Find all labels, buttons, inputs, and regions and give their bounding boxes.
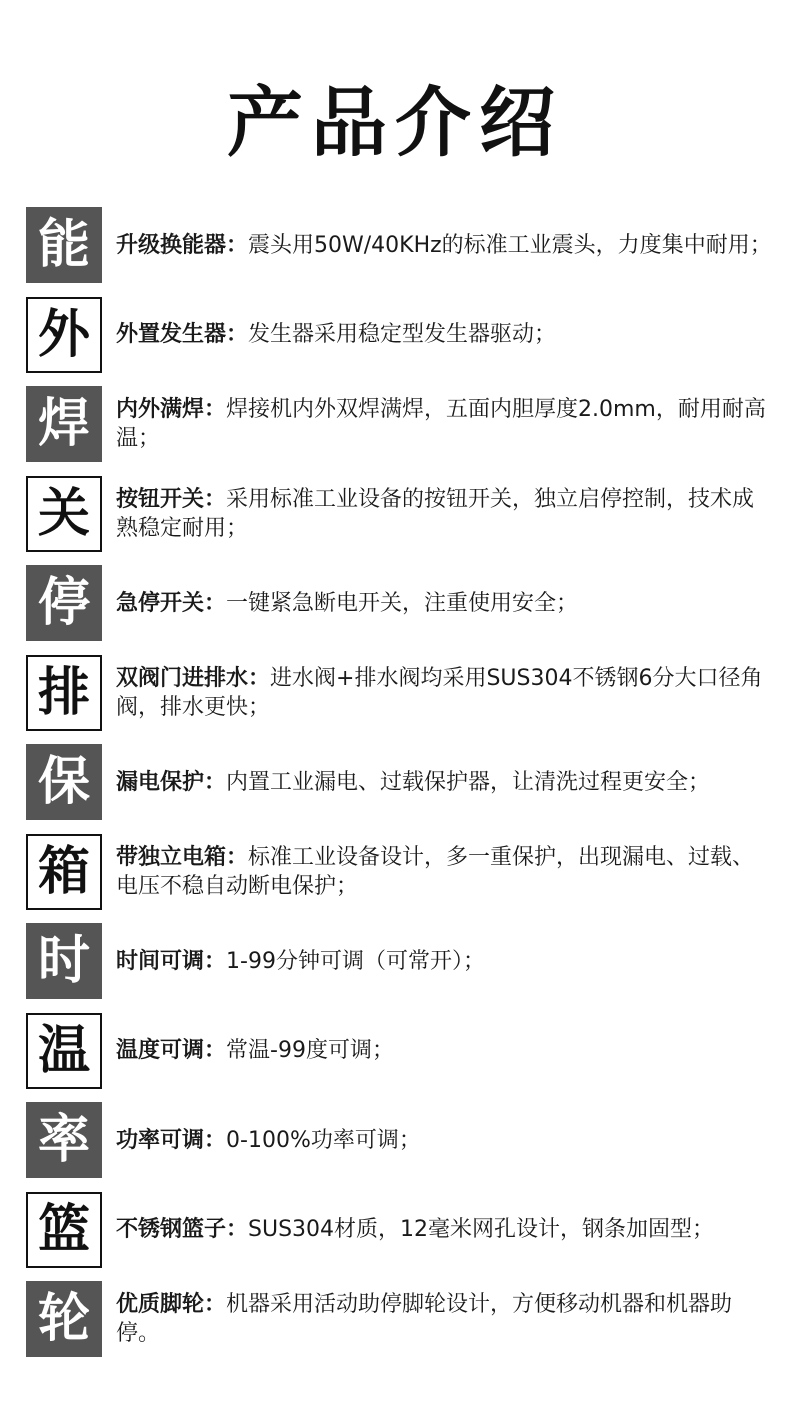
feature-description [116,1290,776,1348]
feature-text: 常温-99度可调； [226,1038,394,1063]
feature-badge: 关 [26,476,102,552]
feature-badge: 焊 [26,386,102,462]
feature-label: 升级换能器： [116,232,249,258]
feature-text: 焊接机内外双焊满焊，五面内胆厚度2.0mm，耐用耐高温； [116,397,766,451]
feature-description [116,589,776,618]
feature-label: 温度可调： [116,1038,227,1063]
feature-label: 双阀门进排水： [116,665,271,691]
feature-list [26,207,776,1371]
feature-text: 一键紧急断电开关，注重使用安全； [226,590,579,616]
feature-label: 按钮开关： [116,486,227,512]
feature-description [116,768,776,797]
feature-badge: 保 [26,744,102,820]
feature-description [116,485,776,543]
feature-label: 外置发生器： [116,322,249,347]
feature-text: 1-99分钟可调（可常开）； [226,948,485,974]
page-title: 产品介绍 [227,78,563,167]
feature-item [26,565,776,641]
feature-description [116,843,776,901]
feature-badge: 率 [26,1102,102,1178]
feature-item [26,1192,776,1268]
feature-item [26,297,776,373]
feature-label: 带独立电箱： [116,844,249,870]
feature-text: 发生器采用稳定型发生器驱动； [248,322,557,347]
feature-text: SUS304材质，12毫米网孔设计，钢条加固型； [248,1217,715,1242]
feature-item [26,1013,776,1089]
feature-item [26,744,776,820]
feature-text: 采用标准工业设备的按钮开关，独立启停控制，技术成熟稳定耐用； [116,486,755,541]
feature-badge: 箱 [26,834,102,910]
feature-description [116,1215,776,1244]
feature-description [116,320,776,349]
feature-item [26,476,776,552]
feature-description [116,947,776,976]
feature-item [26,923,776,999]
feature-badge: 能 [26,207,102,283]
feature-item [26,655,776,731]
feature-badge: 外 [26,297,102,373]
feature-badge: 轮 [26,1281,102,1357]
feature-text: 机器采用活动助停脚轮设计，方便移动机器和机器助停。 [116,1292,733,1346]
feature-description [116,395,776,453]
feature-label: 内外满焊： [116,397,227,422]
feature-description [116,231,776,260]
feature-label: 急停开关： [116,590,227,616]
feature-badge: 篮 [26,1192,102,1268]
feature-description [116,1036,776,1065]
feature-text: 震头用50W/40KHz的标准工业震头，力度集中耐用； [248,232,772,258]
feature-item [26,1102,776,1178]
feature-label: 漏电保护： [116,769,227,795]
feature-badge: 温 [26,1013,102,1089]
feature-text: 进水阀+排水阀均采用SUS304不锈钢6分大口径角阀，排水更快； [116,665,763,720]
feature-text: 0-100%功率可调； [226,1127,421,1153]
feature-item [26,386,776,462]
feature-text: 内置工业漏电、过载保护器，让清洗过程更安全； [226,769,711,795]
feature-description [116,1126,776,1155]
feature-text: 标准工业设备设计，多一重保护，出现漏电、过载、电压不稳自动断电保护； [116,844,755,899]
feature-label: 时间可调： [116,948,227,974]
feature-badge: 时 [26,923,102,999]
feature-label: 功率可调： [116,1127,227,1153]
feature-badge: 停 [26,565,102,641]
feature-badge: 排 [26,655,102,731]
feature-item [26,207,776,283]
feature-item [26,1281,776,1357]
feature-item [26,834,776,910]
feature-description [116,664,776,722]
feature-label: 不锈钢篮子： [116,1217,249,1242]
feature-label: 优质脚轮： [116,1292,227,1317]
